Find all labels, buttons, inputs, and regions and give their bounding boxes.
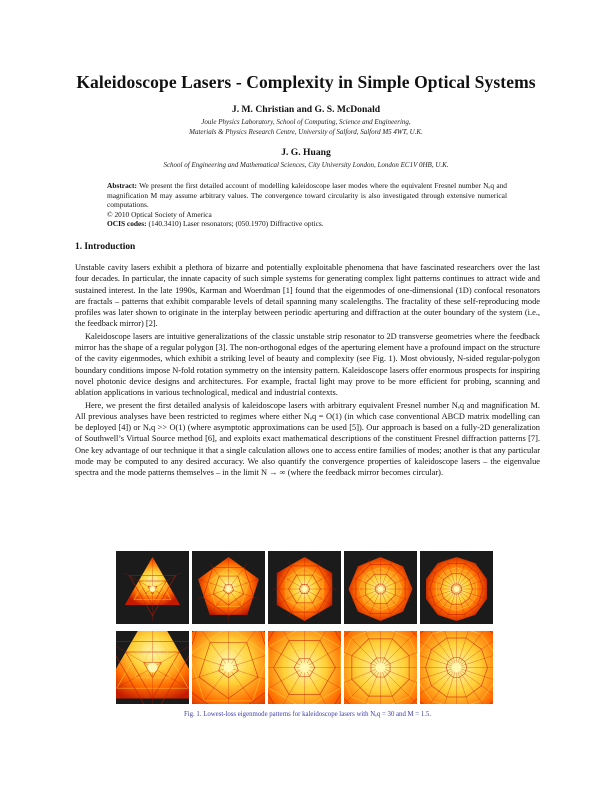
hexagon-mode-panel xyxy=(268,551,341,624)
authors-line-1: J. M. Christian and G. S. McDonald xyxy=(231,104,381,115)
pentagon-mode-panel xyxy=(192,551,265,624)
pentagon-mode-zoom-panel xyxy=(192,631,265,704)
octagon-mode-zoom-panel xyxy=(344,631,417,704)
decagon-mode-panel xyxy=(420,551,493,624)
abstract-paragraph xyxy=(107,181,507,210)
abstract-block xyxy=(107,181,507,229)
affiliation-line-1b: Materials & Physics Research Centre, University of Salford, Salford M5 4WT, U.K. xyxy=(189,128,423,136)
triangle-mode-panel xyxy=(116,551,189,624)
authors-line-2: J. G. Huang xyxy=(281,147,331,158)
triangle-mode-zoom-panel xyxy=(116,631,189,704)
ocis-line xyxy=(107,219,507,229)
ocis-codes: (140.3410) Laser resonators; (050.1970) Diffractive optics. xyxy=(148,219,324,229)
body-paragraph-3: Here, we present the first detailed analysis of kaleidoscope lasers with arbitrary equivalent Fresnel number Nₑq and magnification M. All previous analyses have been restricted to regimes where either Nₑq = O(1) (in which case conventional ABCD matrix modelling can be deployed [4]) or Nₑq >> O(1) (where asymptotic approximations can be used [5]). Our approach is based on a fully-2D generalization of Southwell’s Virtual Source method [6], and exploits exact mathematical descriptions of the constituent Fresnel diffraction patterns [7]. One key advantage of our technique it that a single calculation allows one to access entire families of modes; another is that any particular mode may be computed to any desired accuracy. We also quantify the convergence properties of kaleidoscope lasers – the eigenvalue spectra and the mode patterns themselves – in the limit N → ∞ (where the feedback mirror becomes circular). xyxy=(75,400,540,478)
octagon-mode-panel xyxy=(344,551,417,624)
section-heading: 1. Introduction xyxy=(75,242,136,252)
body-paragraph-2: Kaleidoscope lasers are intuitive generalizations of the classic unstable strip resonator to 2D transverse geometries where the feedback mirror has the shape of a regular polygon [3]. The non-orthogonal edges of the aperturing element have a profound impact on the structure of the cavity eigenmodes, which exhibit a striking level of beauty and complexity (see Fig. 1). Most obviously, N-sided regular-polygon boundary conditions impose N-fold rotation symmetry on the intensity pattern. Kaleidoscope lasers offer enormous prospects for inspiring novel photonic device designs and architectures. For example, fractal light may prove to be more efficient for probing, scanning and ablation applications in various technological, medical and industrial contexts. xyxy=(75,331,540,398)
hexagon-mode-zoom-panel xyxy=(268,631,341,704)
figure-caption: Fig. 1. Lowest-loss eigenmode patterns for kaleidoscope lasers with Nₑq = 30 and M = 1.5. xyxy=(183,711,432,718)
section-body xyxy=(75,262,540,484)
copyright-line: © 2010 Optical Society of America xyxy=(107,209,212,219)
abstract-text: We present the first detailed account of modelling kaleidoscope laser modes where the equivalent Fresnel number Nₑq and magnification M may assume arbitrary values. The convergence toward circularity is also investigated through extensive numerical computations. xyxy=(107,181,507,210)
ocis-label: OCIS codes: xyxy=(107,219,147,229)
body-paragraph-1: Unstable cavity lasers exhibit a plethora of bizarre and potentially exploitable phenomena that have fascinated researchers over the last four decades. In particular, the innate capacity of such simple systems for generating complex light patterns continues to attract wide and sustained interest. In the late 1990s, Karman and Woerdman [1] found that the eigenmodes of one-dimensional (1D) confocal resonators are fractals – patterns that exhibit comparable levels of detail spanning many scalelengths. The fractality of these self-reproducing mode profiles was later shown to originate in the interplay between periodic aperturing and diffraction at the outer boundary of the system (i.e., the feedback mirror) [2]. xyxy=(75,263,540,329)
affiliation-line-2: School of Engineering and Mathematical Sciences, City University London, London EC1V 0HB, U.K. xyxy=(163,161,449,169)
paper-title: Kaleidoscope Lasers - Complexity in Simple Optical Systems xyxy=(76,72,536,92)
abstract-label: Abstract: xyxy=(107,181,137,190)
decagon-mode-zoom-panel xyxy=(420,631,493,704)
affiliation-line-1a: Joule Physics Laboratory, School of Computing, Science and Engineering, xyxy=(201,118,411,126)
